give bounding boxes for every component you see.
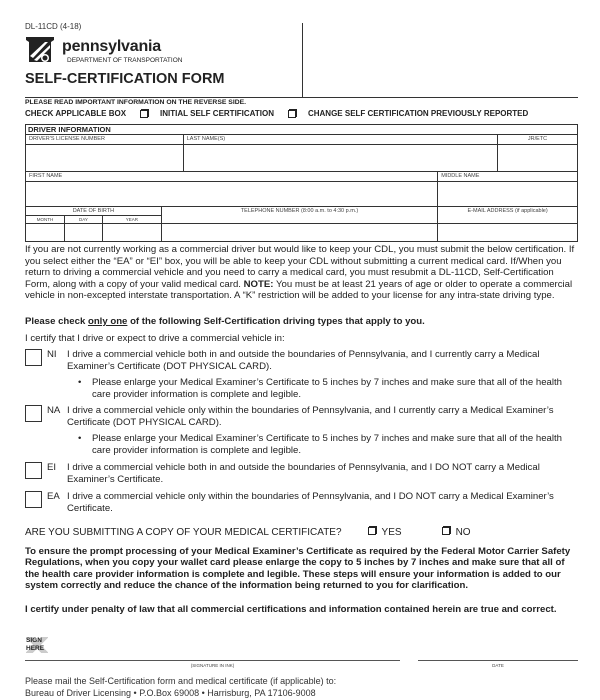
na-checkbox[interactable] bbox=[25, 405, 42, 422]
license-input[interactable] bbox=[26, 145, 184, 172]
yes-checkbox[interactable] bbox=[368, 527, 376, 535]
intro-note: NOTE: bbox=[243, 278, 274, 290]
jr-input[interactable] bbox=[498, 145, 578, 172]
certify-intro: I certify that I drive or expect to drive a commercial vehicle in: bbox=[25, 333, 285, 344]
first-name-label: FIRST NAME bbox=[26, 172, 438, 182]
year-input[interactable] bbox=[102, 224, 161, 242]
check-one-instruction bbox=[25, 316, 578, 328]
change-certification-label: CHANGE SELF CERTIFICATION PREVIOUSLY REPORTED bbox=[307, 109, 529, 118]
initial-certification-label: INITIAL SELF CERTIFICATION bbox=[160, 109, 274, 118]
email-label: E-MAIL ADDRESS (if applicable) bbox=[438, 207, 578, 224]
initial-certification-checkbox[interactable] bbox=[140, 110, 148, 118]
signature-label: (SIGNATURE IN INK) bbox=[190, 663, 235, 668]
phone-label: TELEPHONE NUMBER (8:00 a.m. to 4:30 p.m.) bbox=[161, 207, 437, 224]
penalty-statement: I certify under penalty of law that all commercial certifications and information contained herein are true and correct. bbox=[25, 604, 557, 615]
mail-address: Bureau of Driver Licensing • P.O.Box 69008 • Harrisburg, PA 17106-9008 bbox=[25, 688, 316, 698]
read-notice: PLEASE READ IMPORTANT INFORMATION ON THE REVERSE SIDE. bbox=[25, 99, 247, 106]
option-code: NI bbox=[47, 349, 57, 360]
sign-here-mark: SIGN HERE bbox=[26, 637, 48, 653]
driver-info-header: DRIVER INFORMATION bbox=[26, 125, 578, 135]
mail-instructions: Please mail the Self-Certification form and medical certificate (if applicable) to: bbox=[25, 676, 337, 686]
check-one-text-2: of the following Self-Certification driving types that apply to you. bbox=[127, 316, 425, 327]
phone-input[interactable] bbox=[161, 224, 437, 242]
check-one-emphasis: only one bbox=[87, 316, 128, 327]
ni-bullet: • Please enlarge your Medical Examiner’s Certificate to 5 inches by 7 inches and make sure that all of the health care provider information is complete and legible. bbox=[92, 377, 578, 401]
first-name-input[interactable] bbox=[26, 182, 438, 207]
yes-label: YES bbox=[381, 527, 402, 538]
logo-subtitle: DEPARTMENT OF TRANSPORTATION bbox=[67, 57, 183, 64]
option-text: I drive a commercial vehicle only within the boundaries of Pennsylvania, and I DO NOT carry a Medical Examiner’s Certificate. bbox=[67, 491, 554, 514]
option-code: EI bbox=[47, 462, 57, 473]
intro-text-2: You must be at least 21 years of age or older to operate a commercial vehicle in non-excepted interstate transportation. A “K” restriction will be added to your license for any intra-state driving type. bbox=[25, 278, 573, 302]
date-label: DATE bbox=[492, 663, 504, 668]
option-ea bbox=[25, 491, 578, 517]
jr-label: JR/ETC bbox=[498, 135, 578, 145]
option-text: I drive a commercial vehicle only within the boundaries of Pennsylvania, and I currently carry a Medical Examiner’s Certificate (DOT PHYSICAL CARD). bbox=[67, 405, 554, 428]
date-line[interactable] bbox=[418, 660, 578, 661]
check-one-text: Please check bbox=[25, 316, 88, 327]
question-text: ARE YOU SUBMITTING A COPY OF YOUR MEDICAL CERTIFICATE? bbox=[25, 527, 342, 538]
option-text: I drive a commercial vehicle both in and outside the boundaries of Pennsylvania, and I DO NOT carry a Medical Examiner’s Certificate. bbox=[67, 462, 540, 485]
divider bbox=[302, 23, 303, 97]
ni-checkbox[interactable] bbox=[25, 349, 42, 366]
page-title: SELF-CERTIFICATION FORM bbox=[25, 71, 225, 87]
processing-instructions: To ensure the prompt processing of your Medical Examiner’s Certificate as required by the Federal Motor Carrier Safety Regulations, when you copy your wallet card please enlarge the copy to 5 inches by 7 inches and make sure that all of the health care provider information is complete and legible. These steps will ensure your information is added to our system correctly and reduce the chance of the information being returned to you for clarification. bbox=[25, 546, 571, 592]
day-label: DAY bbox=[64, 216, 102, 224]
no-checkbox[interactable] bbox=[442, 527, 450, 535]
check-applicable-row bbox=[25, 109, 528, 118]
license-label: DRIVER'S LICENSE NUMBER bbox=[26, 135, 184, 145]
logo-name: pennsylvania bbox=[62, 38, 161, 55]
intro-paragraph bbox=[25, 244, 578, 302]
no-label: NO bbox=[455, 527, 471, 538]
ea-checkbox[interactable] bbox=[25, 491, 42, 508]
option-ni bbox=[25, 349, 578, 375]
dob-label: DATE OF BIRTH bbox=[26, 207, 162, 216]
ei-checkbox[interactable] bbox=[25, 462, 42, 479]
na-bullet: • Please enlarge your Medical Examiner’s Certificate to 5 inches by 7 inches and make sure that all of the health care provider information is complete and legible. bbox=[92, 433, 578, 457]
change-certification-checkbox[interactable] bbox=[288, 110, 296, 118]
check-label: CHECK APPLICABLE BOX bbox=[25, 109, 127, 118]
medical-certificate-question bbox=[25, 527, 471, 538]
middle-name-label: MIDDLE NAME bbox=[438, 172, 578, 182]
day-input[interactable] bbox=[64, 224, 102, 242]
option-text: I drive a commercial vehicle both in and outside the boundaries of Pennsylvania, and I currently carry a Medical Examiner’s Certificate (DOT PHYSICAL CARD). bbox=[67, 349, 540, 372]
driver-information-table bbox=[25, 124, 578, 242]
year-label: YEAR bbox=[102, 216, 161, 224]
divider bbox=[25, 97, 578, 98]
middle-name-input[interactable] bbox=[438, 182, 578, 207]
intro-text: If you are not currently working as a commercial driver but would like to keep your CDL, you must submit the below certification. If you select either the “EA” or “EI” box, you will be able to keep your CDL without submitting a current medical card. If/When you return to driving a commercial vehicle and you need to carry a medical card, you must resubmit a DL-11CD, Self-Certification Form, along with a copy of your valid medical card. bbox=[25, 244, 575, 290]
last-name-input[interactable] bbox=[183, 145, 497, 172]
signature-line[interactable] bbox=[25, 660, 400, 661]
form-number: DL-11CD (4-18) bbox=[25, 22, 82, 31]
email-input[interactable] bbox=[438, 224, 578, 242]
month-input[interactable] bbox=[26, 224, 65, 242]
month-label: MONTH bbox=[26, 216, 65, 224]
last-name-label: LAST NAME(S) bbox=[183, 135, 497, 145]
penndot-logo-icon bbox=[25, 36, 55, 66]
option-na bbox=[25, 405, 578, 431]
option-ei bbox=[25, 462, 578, 488]
option-code: EA bbox=[47, 491, 60, 502]
option-code: NA bbox=[47, 405, 61, 416]
